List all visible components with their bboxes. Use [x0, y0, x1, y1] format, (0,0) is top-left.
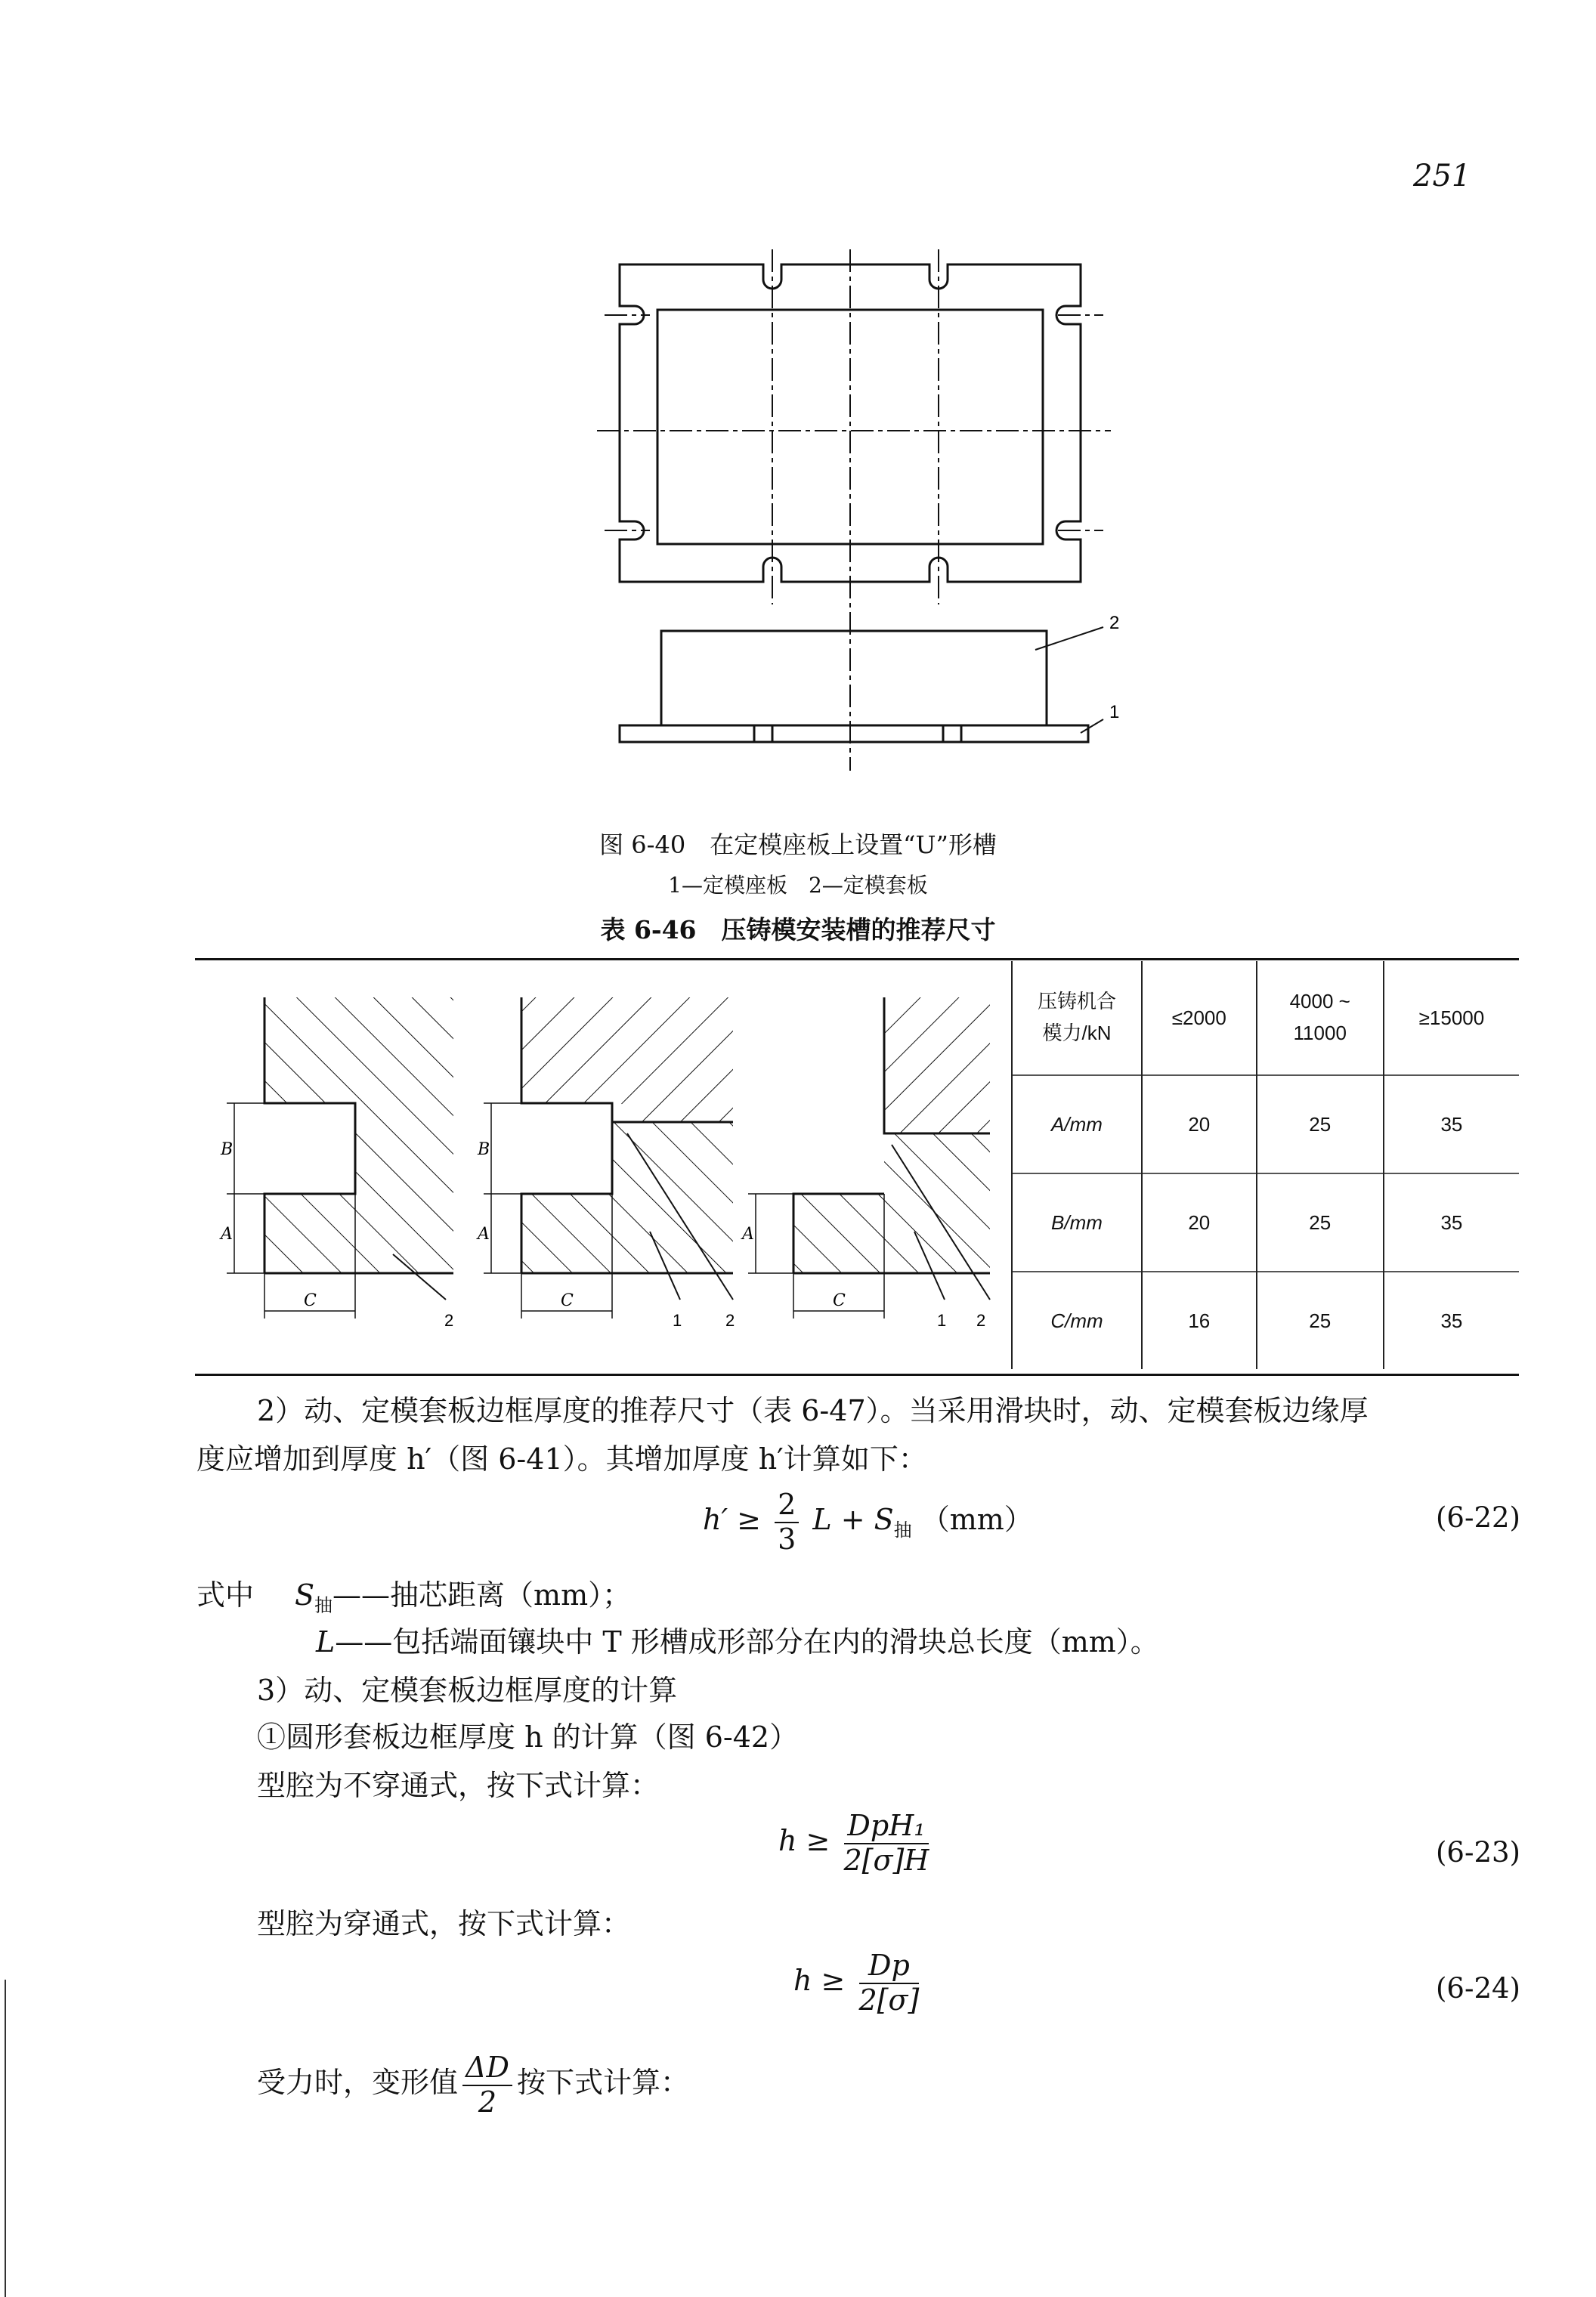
row-label: C/mm — [1012, 1272, 1142, 1369]
table-row — [1012, 1173, 1519, 1272]
table-top-rule — [195, 958, 1519, 960]
table-row — [1012, 1075, 1519, 1173]
label-2-d2: 2 — [725, 1311, 735, 1330]
table-row — [1012, 1272, 1519, 1369]
eq22-unit: （mm） — [920, 1503, 1033, 1537]
label-2-d1: 2 — [444, 1311, 454, 1330]
where1-symbol: S — [295, 1578, 315, 1612]
last-pre: 受力时，变形值 — [257, 2066, 459, 2100]
slot-drawing-1 — [219, 997, 453, 1330]
label-1: 1 — [1109, 702, 1120, 722]
dim-C-1: C — [304, 1291, 317, 1310]
last-post: 按下式计算： — [516, 2066, 689, 2100]
header-range-line1: 4000 ~ — [1289, 990, 1350, 1013]
table-cell: 16 — [1142, 1272, 1257, 1369]
subsection-heading: ①圆形套板边框厚度 h 的计算（图 6-42） — [257, 1720, 799, 1754]
eq22-denominator: 3 — [778, 1522, 796, 1556]
dim-B-2: B — [478, 1140, 490, 1159]
figure-caption: 图 6-40 在定模座板上设置“U”形槽 — [599, 830, 997, 859]
eq22-fraction — [775, 1489, 799, 1556]
dim-A-2: A — [478, 1225, 490, 1244]
where2-symbol: L — [316, 1625, 336, 1659]
header-4000-11000 — [1257, 961, 1384, 1075]
row-label: A/mm — [1012, 1075, 1142, 1173]
slot-drawing-2 — [476, 997, 735, 1330]
dim-A-3: A — [742, 1225, 754, 1244]
paragraph-line: 度应增加到厚度 h′（图 6-41）。其增加厚度 h′计算如下： — [196, 1442, 927, 1476]
header-le-2000: ≤2000 — [1142, 961, 1257, 1075]
table-cell: 35 — [1384, 1075, 1519, 1173]
label-1-d3: 1 — [937, 1311, 947, 1330]
where1-text: ——抽芯距离（mm）； — [332, 1578, 632, 1612]
dim-A-1: A — [221, 1225, 233, 1244]
table-header-row — [1012, 961, 1519, 1075]
delta-d-fraction — [462, 2051, 512, 2119]
eq24-numerator: Dp — [859, 1949, 920, 1984]
table-cell: 35 — [1384, 1173, 1519, 1272]
eq24-lhs: h ≥ — [793, 1964, 846, 1998]
eq23-numerator: DpH₁ — [844, 1810, 929, 1844]
label-2-d3: 2 — [976, 1311, 986, 1330]
dim-C-3: C — [833, 1291, 846, 1310]
table-bottom-rule — [195, 1374, 1519, 1376]
section-heading: 3）动、定模套板边框厚度的计算 — [257, 1674, 678, 1707]
eq24-denominator: 2[σ] — [858, 1983, 920, 2017]
where-item-1 — [295, 1572, 631, 1617]
table-cell: 20 — [1142, 1173, 1257, 1272]
fixed-die-sleeve-plate — [661, 631, 1047, 725]
deformation-line — [257, 2051, 689, 2119]
header-ge-15000: ≥15000 — [1384, 961, 1519, 1075]
delta-d-denominator: 2 — [478, 2085, 497, 2119]
table-title: 表 6-46 压铸模安装槽的推荐尺寸 — [600, 915, 996, 944]
eq23-fraction — [844, 1810, 929, 1877]
paragraph-line: 2）动、定模套板边框厚度的推荐尺寸（表 6-47）。当采用滑块时，动、定模套板边缘厚 — [257, 1394, 1369, 1427]
label-2: 2 — [1109, 613, 1120, 633]
table-cell: 20 — [1142, 1075, 1257, 1173]
equation-number-6-23: (6-23) — [1436, 1836, 1520, 1869]
where-item-2 — [316, 1618, 1159, 1660]
table-cell: 25 — [1257, 1075, 1384, 1173]
where2-text: ——包括端面镶块中 T 形槽成形部分在内的滑块总长度（mm）。 — [335, 1625, 1159, 1659]
case-text: 型腔为穿通式，按下式计算： — [257, 1907, 631, 1940]
dim-B-1: B — [221, 1140, 234, 1159]
equation-number-6-24: (6-24) — [1436, 1972, 1520, 2005]
fixed-die-base-plate-side — [620, 725, 1088, 742]
eq23-denominator: 2[σ]H — [843, 1843, 929, 1877]
table-cell: 25 — [1257, 1272, 1384, 1369]
equation-6-23 — [778, 1810, 933, 1877]
equation-number-6-22: (6-22) — [1436, 1501, 1520, 1534]
row-label: B/mm — [1012, 1173, 1142, 1272]
eq24-fraction — [859, 1949, 920, 2017]
label-1-d2: 1 — [673, 1311, 682, 1330]
dim-C-2: C — [561, 1291, 574, 1310]
figure-legend: 1—定模座板 2—定模套板 — [668, 873, 928, 898]
page-number: 251 — [1413, 159, 1471, 193]
table-cell: 25 — [1257, 1173, 1384, 1272]
mounting-slot-drawings — [204, 982, 1005, 1360]
slot-drawing-3 — [741, 997, 990, 1330]
eq22-lhs: h′ ≥ — [703, 1503, 762, 1537]
table-cell: 35 — [1384, 1272, 1519, 1369]
mounting-slot-table — [1011, 961, 1519, 1369]
eq23-lhs: h ≥ — [778, 1824, 830, 1858]
scan-edge — [5, 1980, 6, 2297]
where-label: 式中 — [196, 1578, 255, 1612]
equation-6-24 — [793, 1949, 923, 2017]
header-force-line2: 模力/kN — [1042, 1022, 1112, 1044]
eq22-rhs: L + S — [812, 1503, 894, 1537]
header-force — [1012, 961, 1142, 1075]
eq22-subscript: 抽 — [893, 1519, 912, 1541]
where1-subscript: 抽 — [314, 1594, 333, 1616]
figure-6-40-drawing — [589, 249, 1134, 771]
case-text: 型腔为不穿通式，按下式计算： — [257, 1769, 660, 1802]
delta-d-numerator: ΔD — [462, 2051, 512, 2086]
equation-6-22 — [703, 1489, 1033, 1556]
eq22-numerator: 2 — [775, 1489, 799, 1523]
header-range-line2: 11000 — [1293, 1022, 1347, 1044]
header-force-line1: 压铸机合 — [1037, 990, 1116, 1013]
